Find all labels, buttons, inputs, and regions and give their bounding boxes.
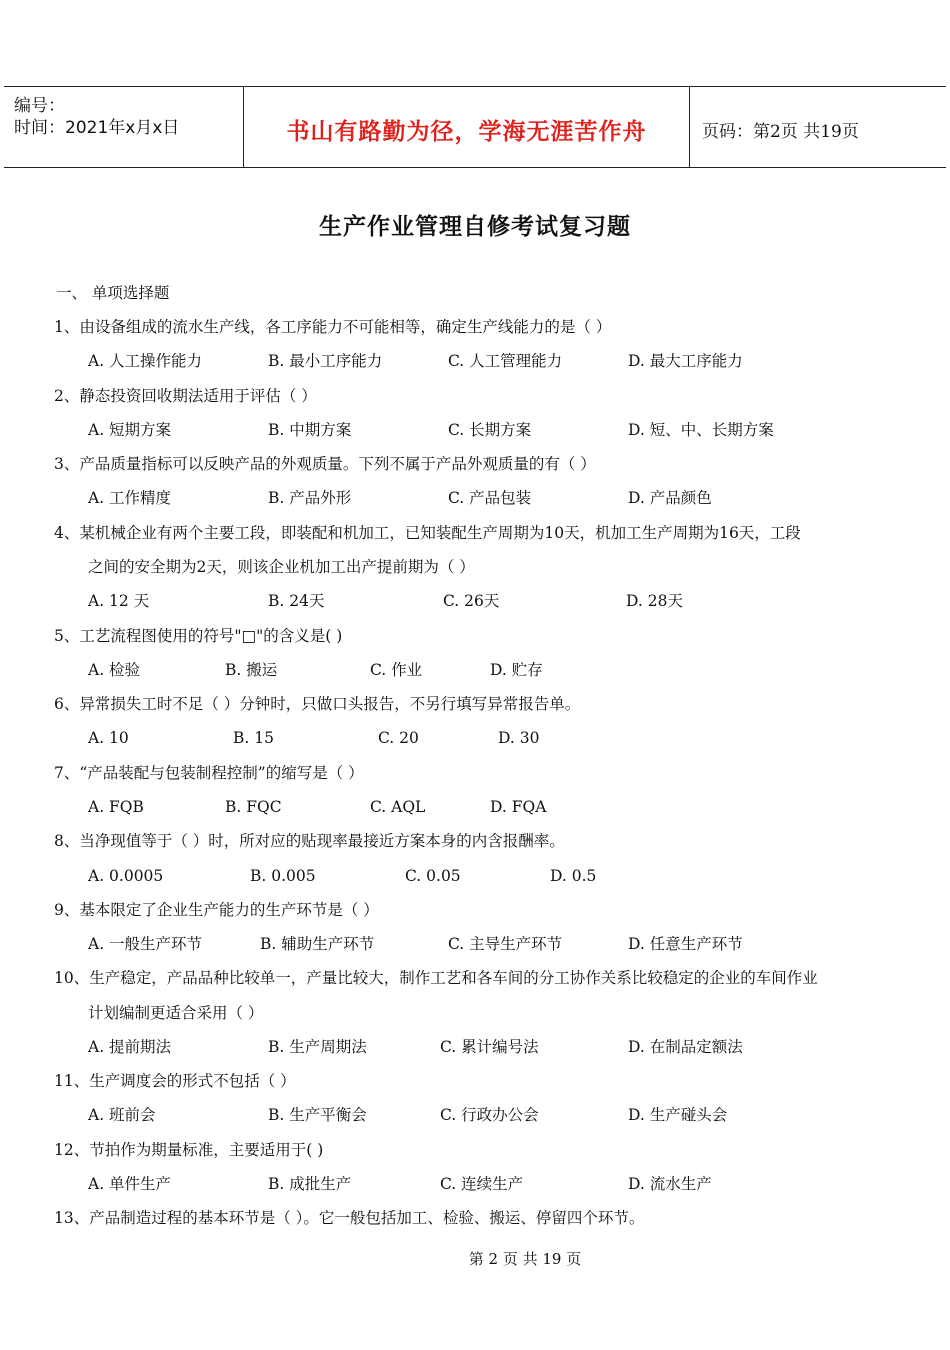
option-b: B. 辅助生产环节 bbox=[260, 935, 375, 953]
question-2: 2、静态投资回收期法适用于评估（ ） bbox=[54, 387, 317, 405]
question-7: 7、“产品装配与包装制程控制”的缩写是（ ） bbox=[54, 764, 364, 782]
option-b: B. 成批生产 bbox=[268, 1175, 352, 1193]
option-a: A. 单件生产 bbox=[88, 1175, 172, 1193]
option-b: B. 产品外形 bbox=[268, 489, 352, 507]
option-c: C. 人工管理能力 bbox=[448, 352, 563, 370]
option-b: B. 生产周期法 bbox=[268, 1038, 367, 1056]
option-d: D. 任意生产环节 bbox=[628, 935, 743, 953]
option-b: B. 搬运 bbox=[225, 661, 278, 679]
number-label: 编号： bbox=[14, 96, 65, 116]
option-a: A. 一般生产环节 bbox=[88, 935, 203, 953]
option-d: D. 最大工序能力 bbox=[628, 352, 743, 370]
option-d: D. 生产碰头会 bbox=[628, 1106, 728, 1124]
header-left-cell bbox=[4, 87, 244, 167]
option-d: D. 30 bbox=[498, 729, 540, 747]
option-c: C. 产品包装 bbox=[448, 489, 532, 507]
option-d: D. 28天 bbox=[626, 592, 683, 610]
option-a: A. 10 bbox=[88, 729, 129, 747]
question-4: 4、某机械企业有两个主要工段，即装配和机加工，已知装配生产周期为10天，机加工生产周期为16天，工段 bbox=[54, 524, 801, 542]
option-c: C. AQL bbox=[370, 798, 426, 816]
option-c: C. 主导生产环节 bbox=[448, 935, 563, 953]
option-c: C. 行政办公会 bbox=[440, 1106, 539, 1124]
question-11: 11、生产调度会的形式不包括（ ） bbox=[54, 1072, 296, 1090]
option-a: A. 提前期法 bbox=[88, 1038, 172, 1056]
question-9: 9、基本限定了企业生产能力的生产环节是（ ） bbox=[54, 901, 379, 919]
header-right-cell bbox=[690, 87, 946, 167]
option-a: A. FQB bbox=[88, 798, 144, 816]
option-b: B. 24天 bbox=[268, 592, 325, 610]
option-c: C. 累计编号法 bbox=[440, 1038, 539, 1056]
option-a: A. 检验 bbox=[88, 661, 141, 679]
option-c: C. 26天 bbox=[443, 592, 500, 610]
option-b: B. 15 bbox=[233, 729, 274, 747]
option-c: C. 连续生产 bbox=[440, 1175, 524, 1193]
question-10-continued: 计划编制更适合采用（ ） bbox=[88, 1004, 264, 1022]
option-b: B. 0.005 bbox=[250, 867, 316, 885]
motto: 书山有路勤为径，学海无涯苦作舟 bbox=[286, 118, 647, 145]
question-12: 12、节拍作为期量标准，主要适用于( ) bbox=[54, 1141, 324, 1159]
document-title: 生产作业管理自修考试复习题 bbox=[319, 213, 631, 240]
page-info: 页码：第2页 共19页 bbox=[702, 122, 859, 142]
question-4-continued: 之间的安全期为2天，则该企业机加工出产提前期为（ ） bbox=[88, 558, 475, 576]
question-13: 13、产品制造过程的基本环节是（ ）。它一般包括加工、检验、搬运、停留四个环节。 bbox=[54, 1209, 645, 1227]
option-c: C. 作业 bbox=[370, 661, 423, 679]
option-d: D. 贮存 bbox=[490, 661, 543, 679]
header-middle-cell bbox=[244, 87, 690, 167]
option-b: B. 最小工序能力 bbox=[268, 352, 383, 370]
option-d: D. FQA bbox=[490, 798, 547, 816]
option-a: A. 12 天 bbox=[88, 592, 150, 610]
question-1: 1、由设备组成的流水生产线，各工序能力不可能相等，确定生产线能力的是（ ） bbox=[54, 318, 612, 336]
option-a: A. 工作精度 bbox=[88, 489, 172, 507]
option-c: C. 长期方案 bbox=[448, 421, 532, 439]
option-a: A. 短期方案 bbox=[88, 421, 172, 439]
option-b: B. 中期方案 bbox=[268, 421, 352, 439]
option-a: A. 人工操作能力 bbox=[88, 352, 203, 370]
page-header bbox=[4, 86, 946, 168]
question-3: 3、产品质量指标可以反映产品的外观质量。下列不属于产品外观质量的有（ ） bbox=[54, 455, 596, 473]
option-d: D. 在制品定额法 bbox=[628, 1038, 743, 1056]
option-c: C. 0.05 bbox=[405, 867, 461, 885]
time-label: 时间：2021年x月x日 bbox=[14, 118, 180, 138]
option-d: D. 流水生产 bbox=[628, 1175, 712, 1193]
option-d: D. 产品颜色 bbox=[628, 489, 712, 507]
section-heading: 一、 单项选择题 bbox=[56, 284, 170, 302]
question-8: 8、当净现值等于（ ）时，所对应的贴现率最接近方案本身的内含报酬率。 bbox=[54, 832, 565, 850]
question-6: 6、异常损失工时不足（ ）分钟时，只做口头报告，不另行填写异常报告单。 bbox=[54, 695, 581, 713]
option-c: C. 20 bbox=[378, 729, 419, 747]
option-d: D. 短、中、长期方案 bbox=[628, 421, 774, 439]
question-10: 10、生产稳定，产品品种比较单一，产量比较大，制作工艺和各车间的分工协作关系比较稳定的企业的车间作业 bbox=[54, 969, 818, 987]
option-b: B. 生产平衡会 bbox=[268, 1106, 367, 1124]
page-footer: 第 2 页 共 19 页 bbox=[468, 1250, 582, 1268]
option-a: A. 0.0005 bbox=[88, 867, 164, 885]
option-d: D. 0.5 bbox=[550, 867, 597, 885]
option-b: B. FQC bbox=[225, 798, 282, 816]
question-5: 5、工艺流程图使用的符号"□"的含义是( ) bbox=[54, 627, 343, 645]
option-a: A. 班前会 bbox=[88, 1106, 156, 1124]
